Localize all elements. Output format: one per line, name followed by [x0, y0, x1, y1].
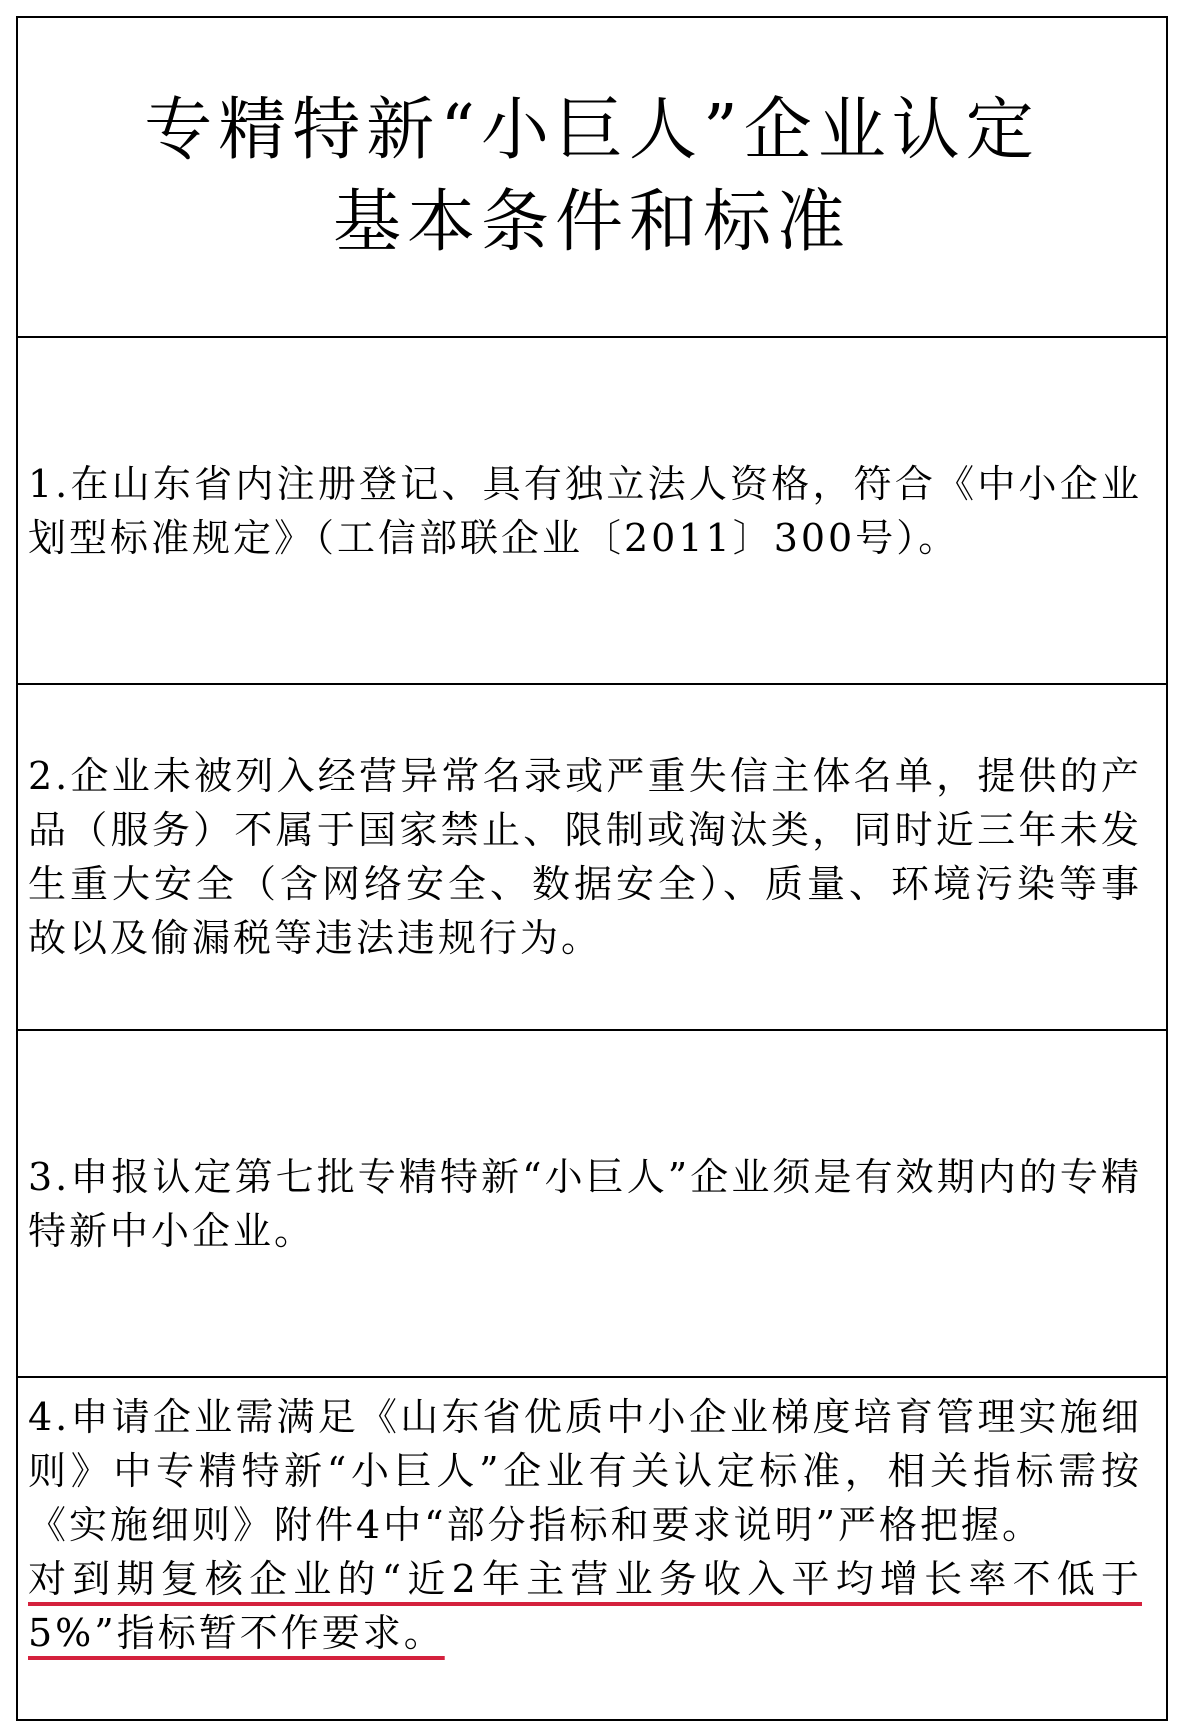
criterion-4-note-highlighted: 对到期复核企业的“近2年主营业务收入平均增长率不低于5%”指标暂不作要求。: [28, 1557, 1142, 1655]
criterion-4-text: 4.申请企业需满足《山东省优质中小企业梯度培育管理实施细则》中专精特新“小巨人”企业有关认定标准，相关指标需按《实施细则》附件4中“部分指标和要求说明”严格把握。: [28, 1395, 1142, 1547]
title-line-2: 基本条件和标准: [332, 183, 851, 262]
criterion-row-3: [18, 1031, 1166, 1378]
criterion-row-1: [18, 338, 1166, 685]
criterion-4-block: [28, 1390, 1142, 1660]
title-cell: [18, 18, 1166, 338]
criterion-1-text: 1.在山东省内注册登记、具有独立法人资格，符合《中小企业划型标准规定》（工信部联企业〔2011〕300号）。: [28, 461, 1142, 560]
document-title: [144, 85, 1040, 269]
criterion-3-text: 3.申报认定第七批专精特新“小巨人”企业须是有效期内的专精特新中小企业。: [28, 1154, 1142, 1253]
criteria-table: [16, 16, 1168, 1721]
criterion-2-text: 2.企业未被列入经营异常名录或严重失信主体名单，提供的产品（服务）不属于国家禁止、限制或淘汰类，同时近三年未发生重大安全（含网络安全、数据安全）、质量、环境污染等事故以及偷漏税等违法违规行为。: [28, 754, 1142, 960]
criterion-row-4: [18, 1378, 1166, 1719]
title-line-1: 专精特新“小巨人”企业认定: [144, 91, 1040, 170]
criterion-row-2: [18, 685, 1166, 1031]
